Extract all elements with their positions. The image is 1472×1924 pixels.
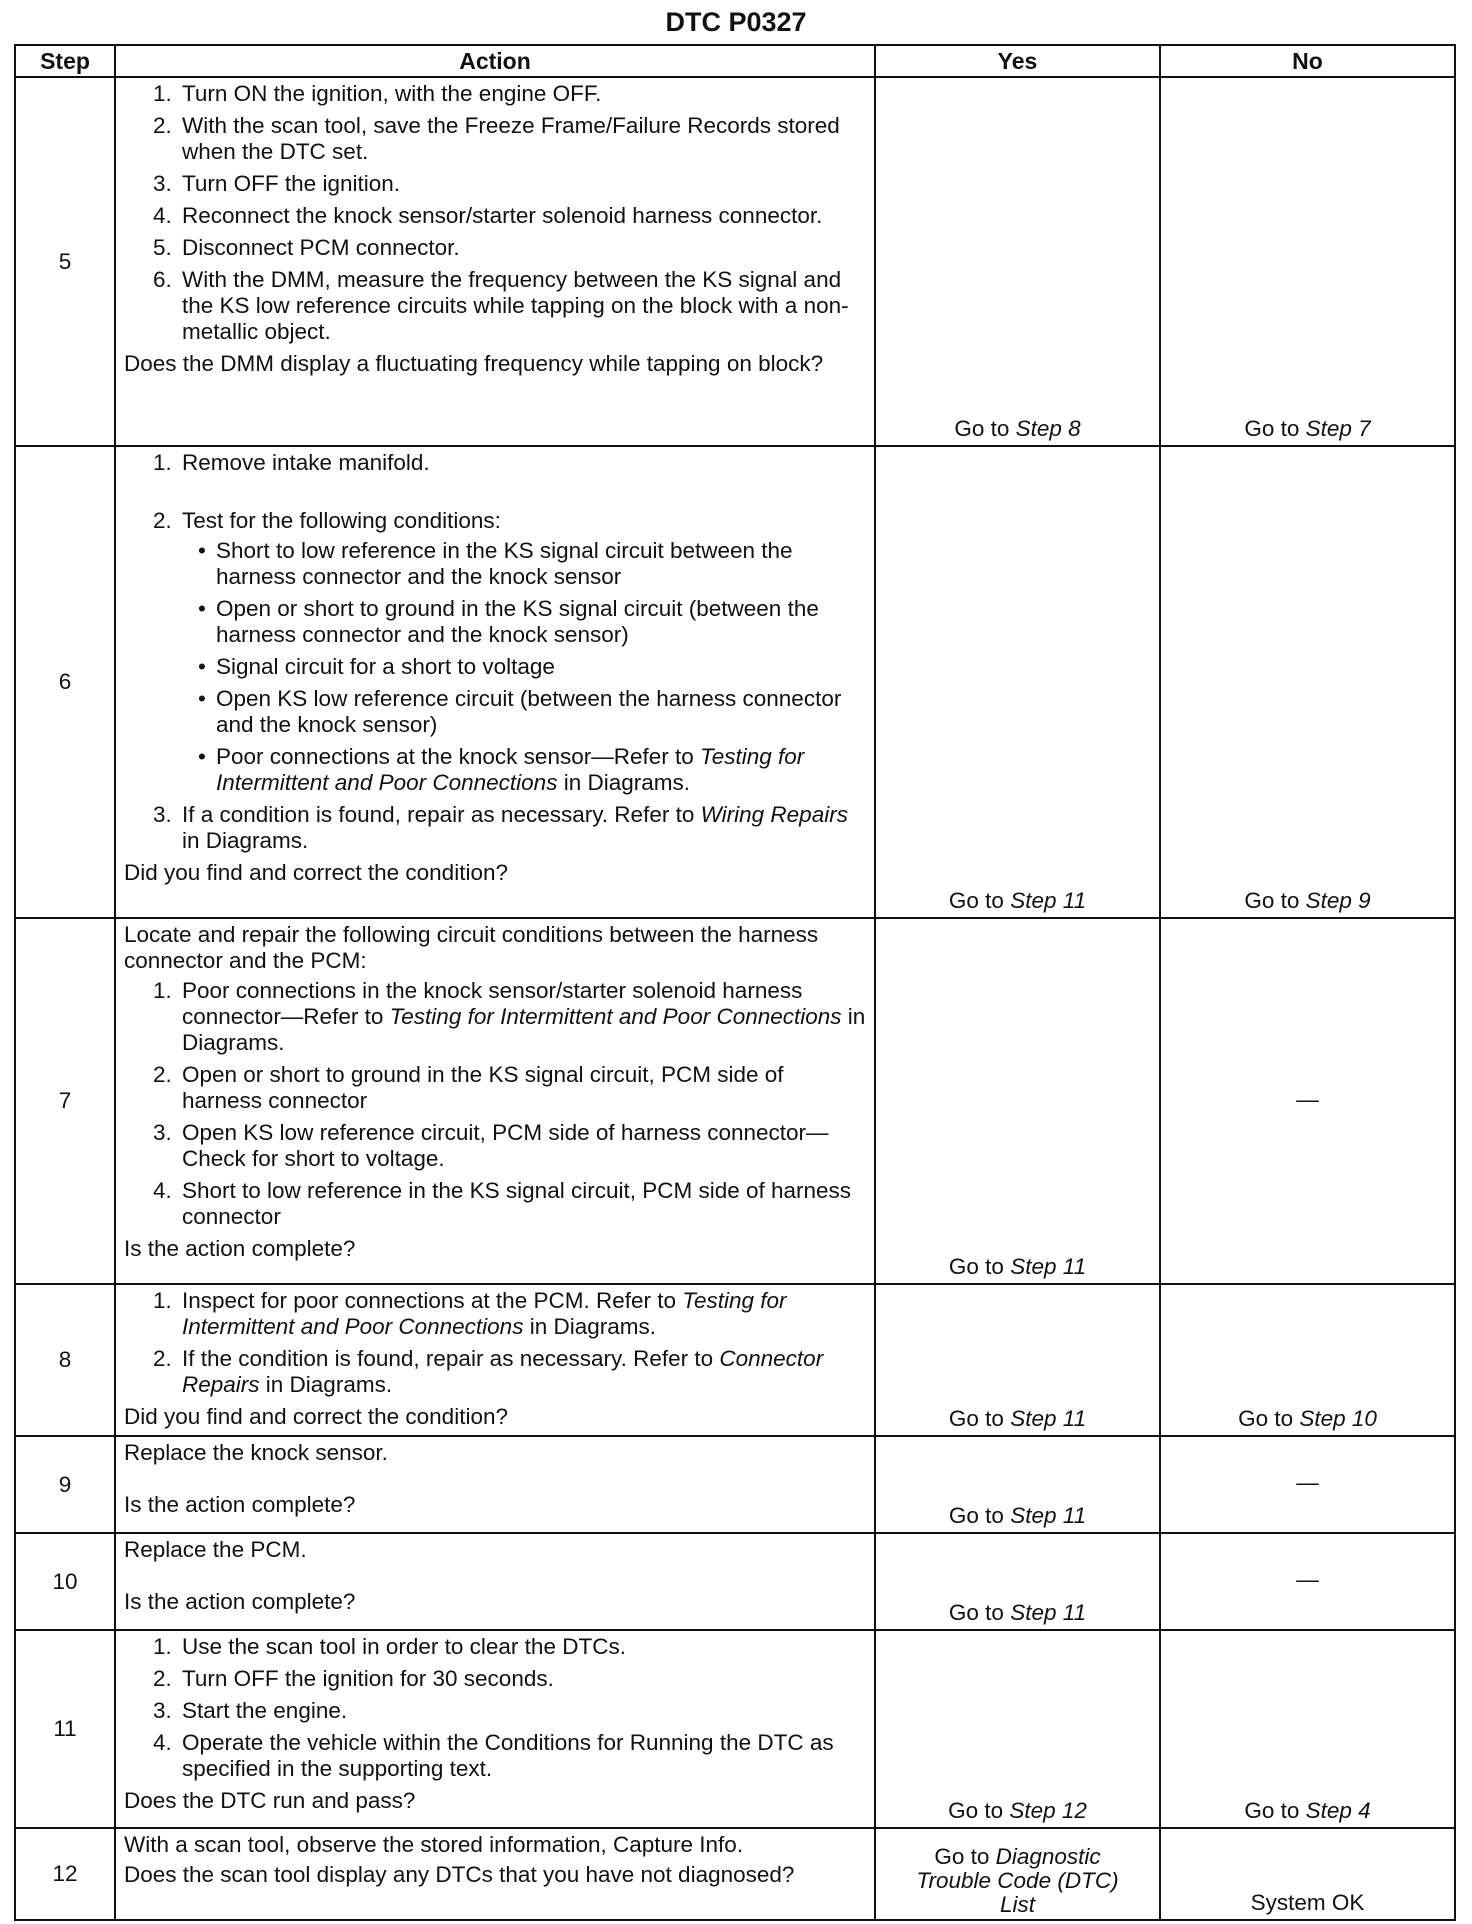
item-text: in Diagrams. <box>182 828 309 853</box>
no-cell <box>1160 1284 1455 1436</box>
item-text: Poor connections in the knock sensor/starter solenoid harness connector—Refer to <box>182 978 803 1029</box>
list-item <box>178 802 866 854</box>
no-cell: — <box>1160 1436 1455 1533</box>
question-text: Is the action complete? <box>124 1492 356 1517</box>
item-text: Remove intake manifold. <box>182 450 430 475</box>
reference-link: Wiring Repairs <box>700 802 848 827</box>
question-text: Does the scan tool display any DTCs that you have not diagnosed? <box>124 1862 795 1887</box>
reference-link: Connector Repairs <box>182 1346 824 1397</box>
yes-cell <box>875 1284 1160 1436</box>
yes-prefix: Go to <box>948 1600 1011 1625</box>
no-cell: — <box>1160 918 1455 1284</box>
document-title: DTC P0327 <box>665 7 807 37</box>
yes-cell <box>875 1828 1160 1920</box>
item-text: Inspect for poor connections at the PCM. Refer to <box>182 1288 683 1313</box>
item-text: in Diagrams. <box>259 1372 393 1397</box>
reference-link: Testing for Intermittent and Poor Connections <box>389 1004 842 1029</box>
yes-target: Step 11 <box>1010 1406 1087 1431</box>
step-number: 11 <box>15 1630 115 1828</box>
action-cell <box>115 1284 875 1436</box>
reference-link: Testing for Intermittent and Poor Connections <box>216 744 805 795</box>
list-item <box>178 1346 866 1398</box>
item-text: Test for the following conditions: <box>182 508 501 533</box>
bullet-item: • Open KS low reference circuit (between the harness connector and the knock sensor) <box>216 686 866 738</box>
list-item <box>178 508 866 796</box>
list-item: 1. Use the scan tool in order to clear the DTCs. <box>178 1634 866 1660</box>
no-cell <box>1160 77 1455 446</box>
question-text: Does the DTC run and pass? <box>124 1788 416 1813</box>
table-row <box>15 1828 1455 1920</box>
list-item: 5. Disconnect PCM connector. <box>178 235 866 261</box>
yes-prefix: Go to <box>948 1503 1011 1528</box>
yes-prefix: Go to <box>954 416 1016 441</box>
table-row <box>15 1436 1455 1533</box>
question-text: Is the action complete? <box>124 1589 356 1614</box>
list-item: 4. Operate the vehicle within the Conditions for Running the DTC as specified in the supporting text. <box>178 1730 866 1782</box>
step-number: 7 <box>15 918 115 1284</box>
list-item: 6. With the DMM, measure the frequency between the KS signal and the KS low reference circuits while tapping on the block with a non-metallic object. <box>178 267 866 345</box>
bullet-item: • Open or short to ground in the KS signal circuit (between the harness connector and the knock sensor) <box>216 596 866 648</box>
no-target: Step 7 <box>1305 416 1371 441</box>
table-row <box>15 446 1455 918</box>
action-cell <box>115 1533 875 1630</box>
list-item: 3. Turn OFF the ignition. <box>178 171 866 197</box>
list-item: 1. Turn ON the ignition, with the engine OFF. <box>178 81 866 107</box>
no-target: Step 9 <box>1305 888 1371 913</box>
no-target: Step 10 <box>1299 1406 1377 1431</box>
list-item: 3. Open KS low reference circuit, PCM side of harness connector—Check for short to voltage. <box>178 1120 866 1172</box>
step-number: 12 <box>15 1828 115 1920</box>
list-item <box>178 1288 866 1340</box>
no-prefix: Go to <box>1244 1798 1306 1823</box>
yes-target: Step 11 <box>1010 888 1087 913</box>
action-text: Replace the PCM. <box>124 1537 307 1562</box>
action-text: Replace the knock sensor. <box>124 1440 388 1465</box>
no-prefix: Go to <box>1244 888 1306 913</box>
yes-prefix: Go to <box>934 1844 996 1869</box>
step-number: 5 <box>15 77 115 446</box>
item-text: If a condition is found, repair as necessary. Refer to <box>182 802 701 827</box>
yes-cell <box>875 1533 1160 1630</box>
action-cell <box>115 1630 875 1828</box>
yes-cell <box>875 77 1160 446</box>
diagnostic-table <box>14 44 1456 1921</box>
yes-cell <box>875 918 1160 1284</box>
yes-cell <box>875 1436 1160 1533</box>
step-number: 8 <box>15 1284 115 1436</box>
header-no: No <box>1160 45 1455 77</box>
list-item: 3. Start the engine. <box>178 1698 866 1724</box>
table-row <box>15 918 1455 1284</box>
step-number: 9 <box>15 1436 115 1533</box>
bullet-text: in Diagrams. <box>557 770 690 795</box>
yes-prefix: Go to <box>948 888 1011 913</box>
yes-target: Step 11 <box>1010 1254 1087 1279</box>
reference-link: Testing for Intermittent and Poor Connections <box>182 1288 787 1339</box>
yes-cell <box>875 1630 1160 1828</box>
list-item <box>178 450 866 502</box>
yes-target: Step 8 <box>1015 416 1081 441</box>
yes-target: Step 11 <box>1010 1503 1087 1528</box>
action-cell <box>115 1828 875 1920</box>
question-text: Does the DMM display a fluctuating frequency while tapping on block? <box>124 351 824 376</box>
question-text: Is the action complete? <box>124 1236 356 1261</box>
list-item <box>178 978 866 1056</box>
no-prefix: Go to <box>1238 1406 1300 1431</box>
list-item: 2. Turn OFF the ignition for 30 seconds. <box>178 1666 866 1692</box>
header-step: Step <box>15 45 115 77</box>
step-number: 10 <box>15 1533 115 1630</box>
table-row <box>15 1533 1455 1630</box>
bullet-item: • Signal circuit for a short to voltage <box>216 654 866 680</box>
question-text: Did you find and correct the condition? <box>124 860 508 885</box>
list-item: 4. Reconnect the knock sensor/starter solenoid harness connector. <box>178 203 866 229</box>
action-cell <box>115 1436 875 1533</box>
action-cell <box>115 918 875 1284</box>
bullet-item: • Short to low reference in the KS signal circuit between the harness connector and the knock sensor <box>216 538 866 590</box>
no-cell: System OK <box>1160 1828 1455 1920</box>
no-cell <box>1160 1630 1455 1828</box>
no-prefix: Go to <box>1244 416 1306 441</box>
no-cell: — <box>1160 1533 1455 1630</box>
table-row <box>15 77 1455 446</box>
intro-text: Locate and repair the following circuit conditions between the harness connector and the PCM: <box>124 922 819 973</box>
item-text: in Diagrams. <box>182 1004 866 1055</box>
yes-prefix: Go to <box>948 1254 1011 1279</box>
table-row <box>15 1630 1455 1828</box>
no-target: Step 4 <box>1305 1798 1371 1823</box>
item-text: If the condition is found, repair as necessary. Refer to <box>182 1346 720 1371</box>
list-item: 2. With the scan tool, save the Freeze Frame/Failure Records stored when the DTC set. <box>178 113 866 165</box>
header-row <box>15 45 1455 77</box>
action-text: With a scan tool, observe the stored information, Capture Info. <box>124 1832 744 1857</box>
yes-target: Step 11 <box>1010 1600 1087 1625</box>
list-item: 2. Open or short to ground in the KS signal circuit, PCM side of harness connector <box>178 1062 866 1114</box>
yes-target: Diagnostic Trouble Code (DTC) List <box>916 1844 1119 1917</box>
table-row <box>15 1284 1455 1436</box>
question-text: Did you find and correct the condition? <box>124 1404 508 1429</box>
step-number: 6 <box>15 446 115 918</box>
action-cell <box>115 77 875 446</box>
header-yes: Yes <box>875 45 1160 77</box>
item-text: in Diagrams. <box>523 1314 656 1339</box>
header-action: Action <box>115 45 875 77</box>
yes-target: Step 12 <box>1009 1798 1087 1823</box>
list-item: 4. Short to low reference in the KS signal circuit, PCM side of harness connector <box>178 1178 866 1230</box>
yes-prefix: Go to <box>948 1798 1010 1823</box>
action-cell <box>115 446 875 918</box>
bullet-text: Poor connections at the knock sensor—Refer to <box>216 744 701 769</box>
no-cell <box>1160 446 1455 918</box>
yes-cell <box>875 446 1160 918</box>
bullet-item <box>216 744 866 796</box>
yes-prefix: Go to <box>948 1406 1011 1431</box>
